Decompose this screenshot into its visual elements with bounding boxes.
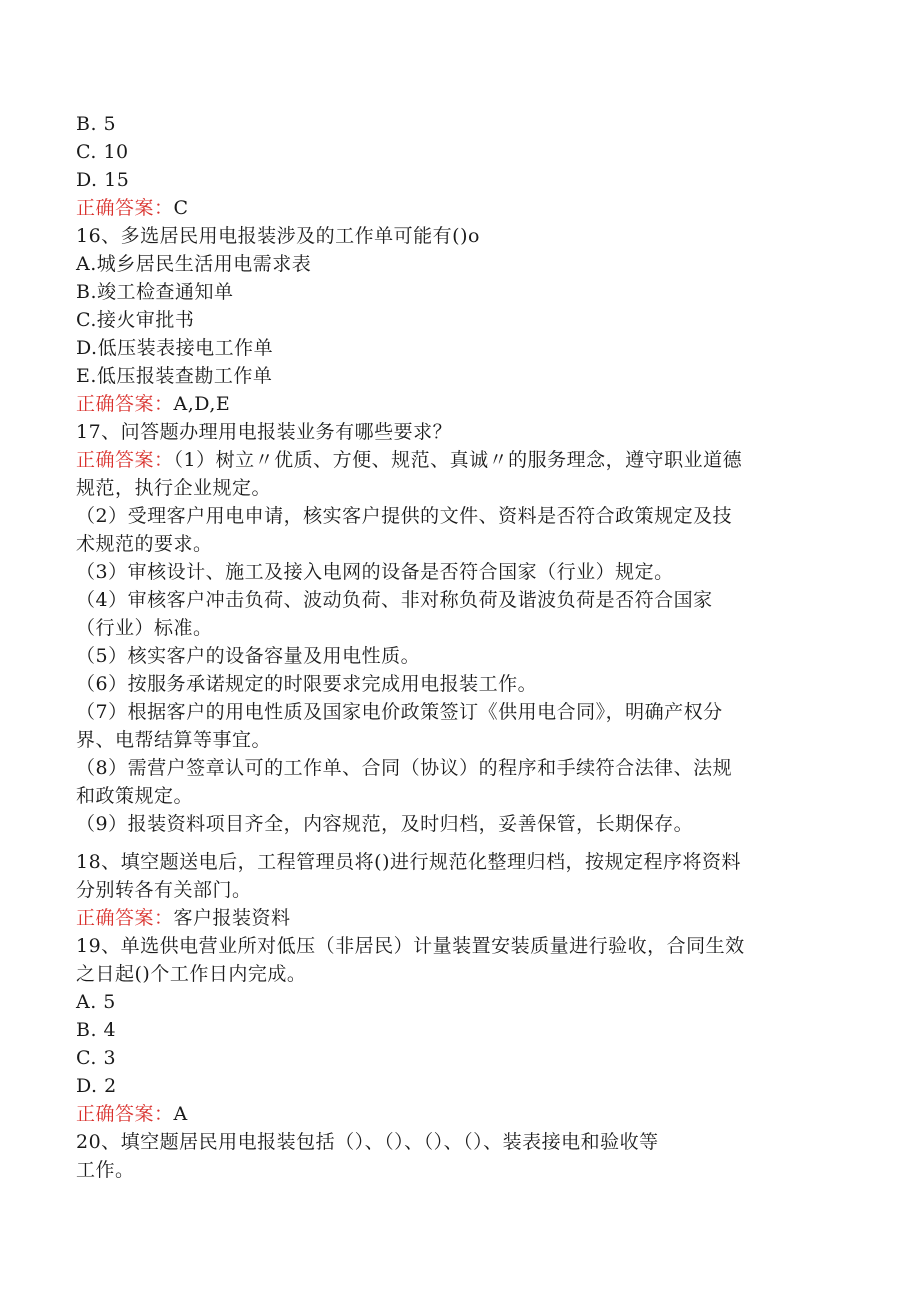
question-16: 16、多选居民用电报装涉及的工作单可能有()o (76, 225, 480, 247)
option-line: B.竣工检查通知单 (76, 281, 234, 303)
answer-text-line: （4）审核客户冲击负荷、波动负荷、非对称负荷及谐波负荷是否符合国家 (76, 589, 713, 611)
question-17: 17、问答题办理用电报装业务有哪些要求？ (76, 421, 453, 443)
option-line: C.接火审批书 (76, 309, 195, 331)
option-line: B. 5 (76, 113, 117, 135)
answer-label: 正确答案： (76, 449, 174, 471)
answer-text-line: 界、电帮结算等事宜。 (76, 729, 272, 751)
question-20: 20、填空题居民用电报装包括（）、（）、（）、（）、装表接电和验收等 (76, 1131, 659, 1153)
answer-text-line: （9）报装资料项目齐全，内容规范，及时归档，妥善保管，长期保存。 (76, 813, 694, 835)
answer-text-line: 术规范的要求。 (76, 533, 213, 555)
option-line: C. 3 (76, 1047, 117, 1069)
answer-line: 正确答案：C (76, 197, 189, 219)
option-line: A. 5 (76, 991, 116, 1013)
question-text-line: 分别转各有关部门。 (76, 879, 252, 901)
answer-text-line: （2）受理客户用电申请，核实客户提供的文件、资料是否符合政策规定及技 (76, 505, 733, 527)
question-text-line: 工作。 (76, 1159, 135, 1181)
answer-label: 正确答案： (76, 907, 174, 929)
answer-text-line: 规范，执行企业规定。 (76, 477, 272, 499)
answer-line: 正确答案：A (76, 1103, 188, 1125)
question-18: 18、填空题送电后，工程管理员将()进行规范化整理归档，按规定程序将资料 (76, 851, 742, 873)
answer-text-line: （5）核实客户的设备容量及用电性质。 (76, 645, 421, 667)
question-19: 19、单选供电营业所对低压（非居民）计量装置安装质量进行验收，合同生效 (76, 935, 745, 957)
answer-text-line: 和政策规定。 (76, 785, 194, 807)
answer-line: 正确答案：A,D,E (76, 393, 231, 415)
answer-text-line: （7）根据客户的用电性质及国家电价政策签订《供用电合同》，明确产权分 (76, 701, 723, 723)
answer-label: 正确答案： (76, 1103, 174, 1125)
option-line: A.城乡居民生活用电需求表 (76, 253, 312, 275)
option-line: B. 4 (76, 1019, 117, 1041)
option-line: D.低压装表接电工作单 (76, 337, 274, 359)
option-line: D. 2 (76, 1075, 117, 1097)
answer-text-line: （3）审核设计、施工及接入电网的设备是否符合国家（行业）规定。 (76, 561, 674, 583)
answer-label: 正确答案： (76, 393, 174, 415)
answer-line: 正确答案：客户报装资料 (76, 907, 291, 929)
option-line: D. 15 (76, 169, 130, 191)
answer-text-line: （6）按服务承诺规定的时限要求完成用电报装工作。 (76, 673, 538, 695)
option-line: E.低压报装查勘工作单 (76, 365, 273, 387)
answer-line: 正确答案：（1）树立〃优质、方便、规范、真诚〃的服务理念，遵守职业道德 (76, 449, 743, 471)
answer-text-line: （8）需营户签章认可的工作单、合同（协议）的程序和手续符合法律、法规 (76, 757, 733, 779)
option-line: C. 10 (76, 141, 129, 163)
answer-label: 正确答案： (76, 197, 174, 219)
answer-text-line: （行业）标准。 (76, 617, 213, 639)
question-text-line: 之日起()个工作日内完成。 (76, 963, 307, 985)
